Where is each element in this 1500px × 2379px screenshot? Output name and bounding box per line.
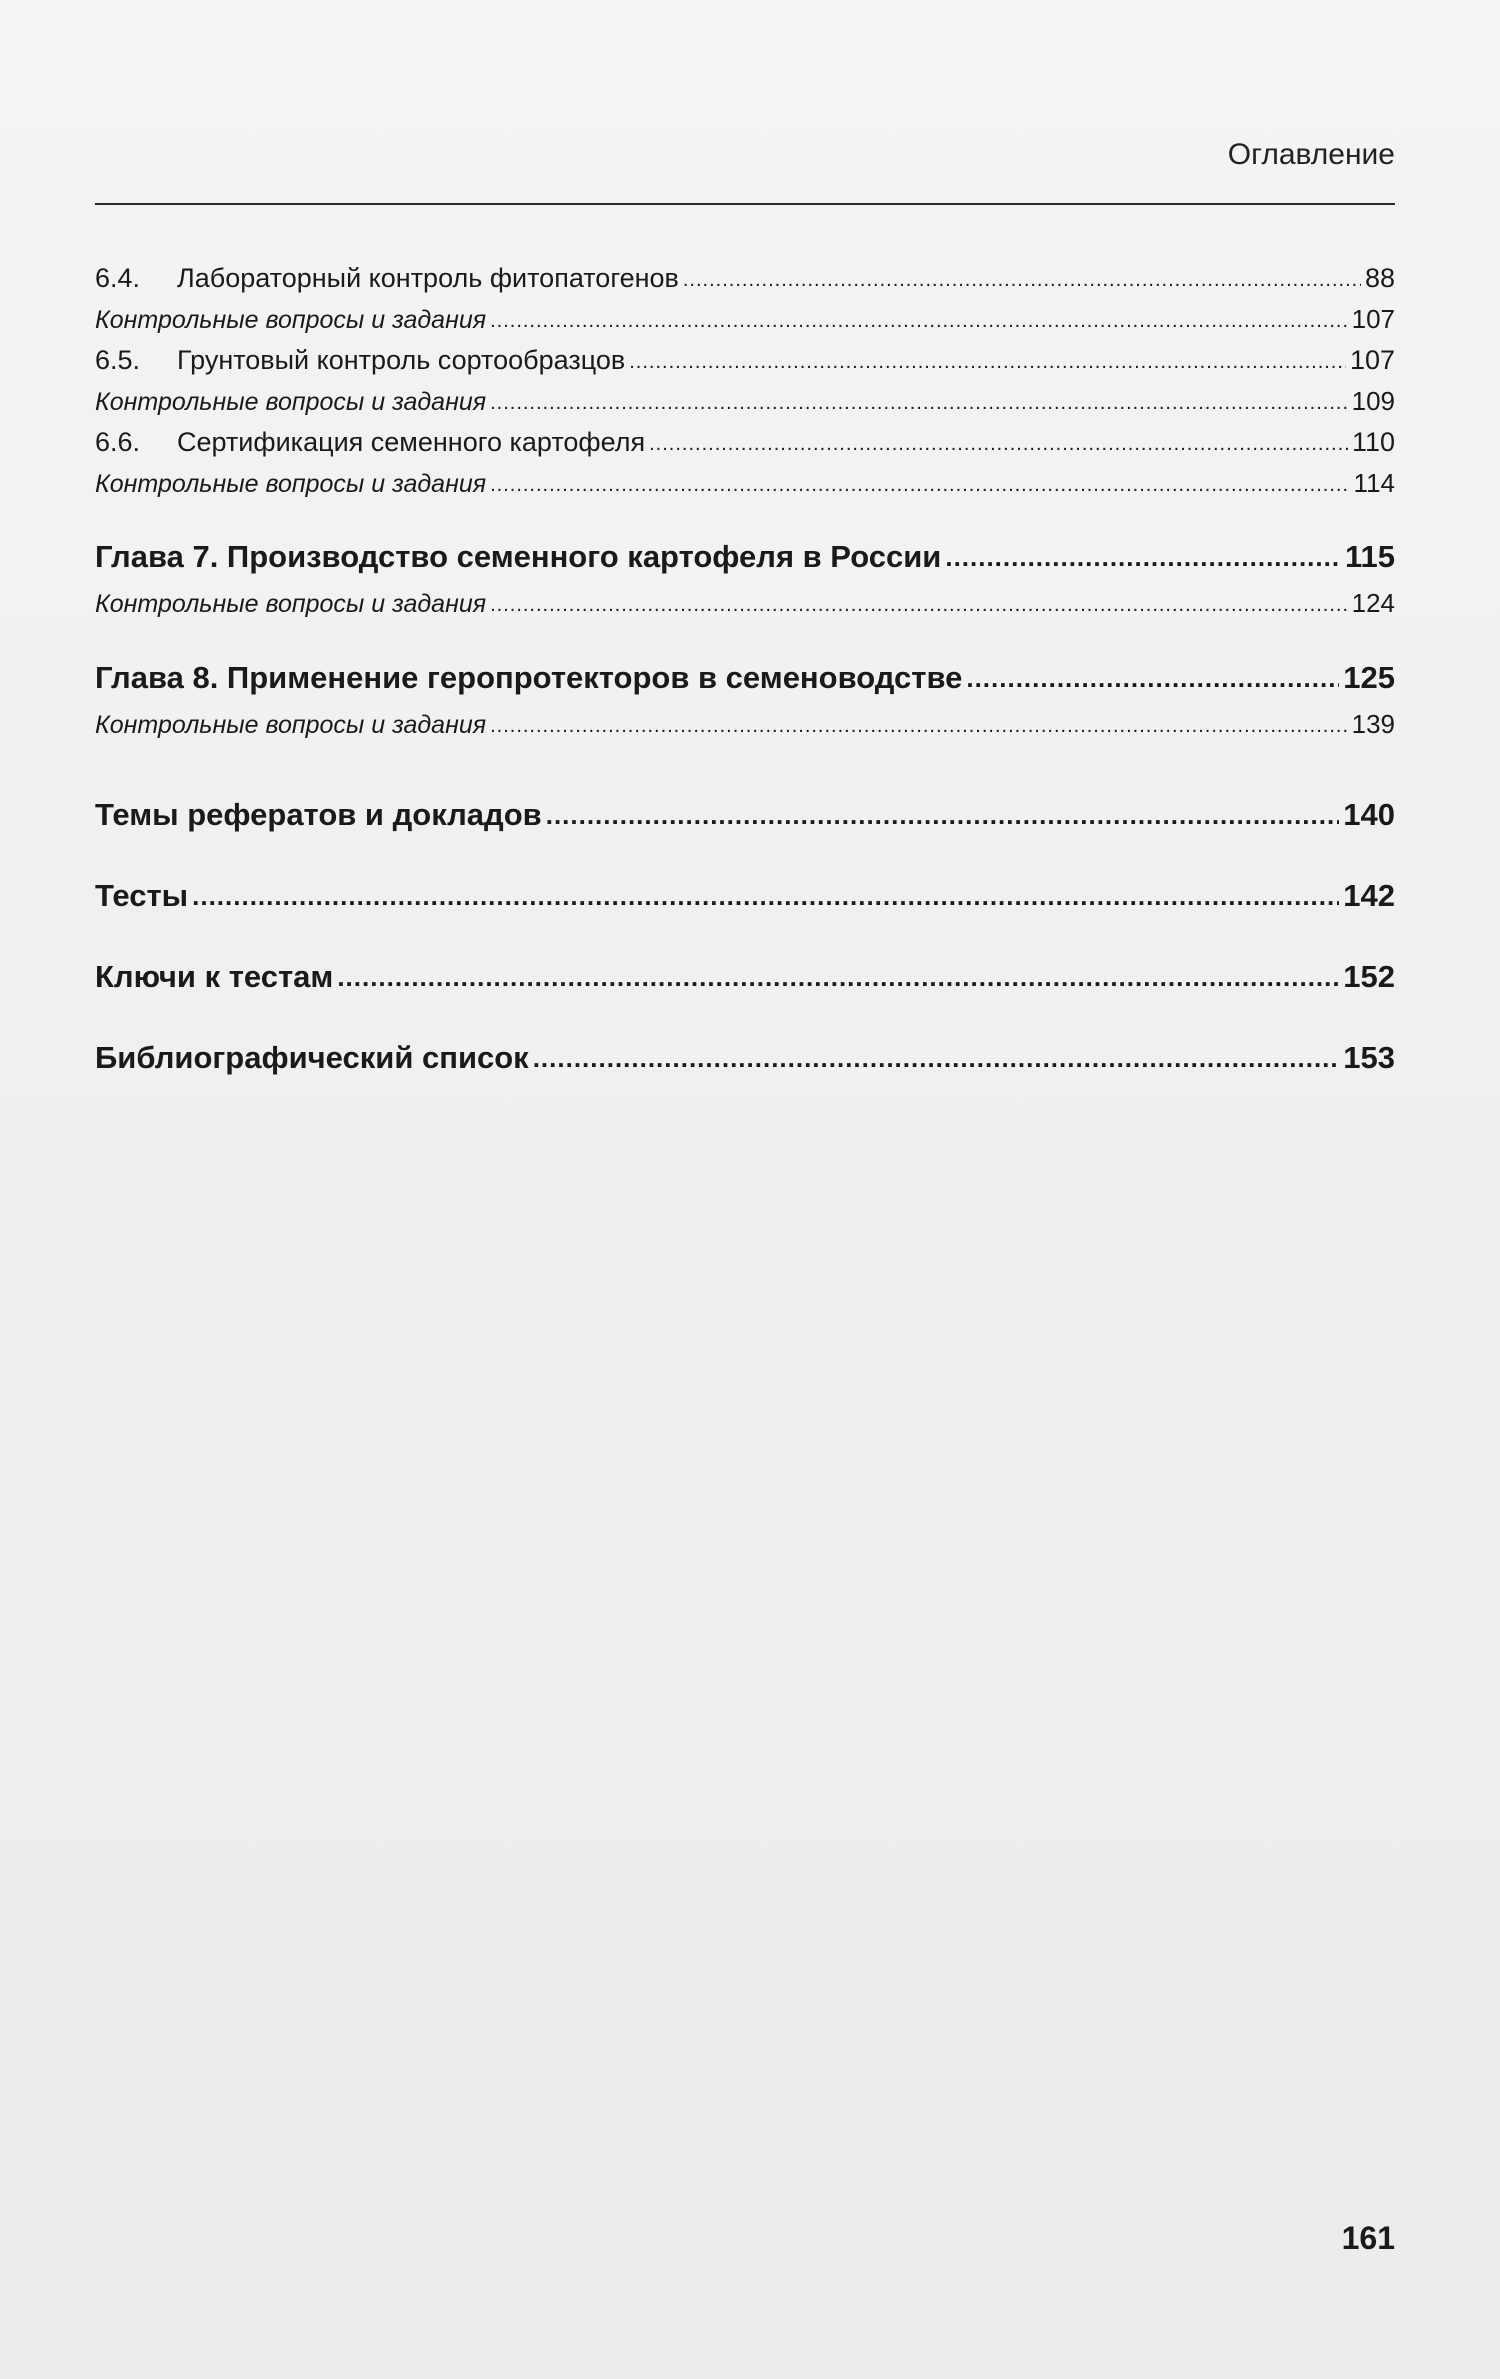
section-number: 6.6. [95, 427, 141, 457]
dot-leader [546, 788, 1340, 841]
page-reference: 124 [1351, 588, 1395, 618]
page-reference: 88 [1364, 263, 1395, 293]
dot-leader [945, 530, 1341, 583]
page-number: 161 [1341, 2220, 1395, 2256]
dot-leader [337, 950, 1339, 1003]
dot-leader [533, 1031, 1340, 1084]
dot-leader [490, 704, 1348, 747]
toc-entry-topics[interactable] [95, 789, 1395, 841]
questions-title: Контрольные вопросы и задания [95, 388, 487, 416]
toc-entry-bibliography[interactable] [95, 1032, 1395, 1084]
chapter-title: Глава 7. Производство семенного картофеля в России [95, 539, 942, 574]
toc-entry-tests[interactable] [95, 870, 1395, 922]
dot-leader [192, 869, 1339, 922]
section-title: Лабораторный контроль фитопатогенов [177, 263, 679, 293]
dot-leader [649, 421, 1348, 465]
header-rule [95, 203, 1395, 205]
toc-entry-questions-8[interactable] [95, 704, 1395, 745]
page-reference: 114 [1353, 468, 1395, 498]
page-reference: 153 [1343, 1040, 1395, 1075]
section-title: Сертификация семенного картофеля [177, 427, 646, 457]
toc-entry-chapter-7[interactable] [95, 531, 1395, 583]
questions-title: Контрольные вопросы и задания [95, 590, 487, 618]
dot-leader [490, 381, 1348, 424]
questions-title: Контрольные вопросы и задания [95, 306, 487, 334]
page-reference: 107 [1351, 304, 1395, 334]
toc-entry-chapter-8[interactable] [95, 652, 1395, 704]
dot-leader [490, 299, 1348, 342]
chapter-title: Библиографический список [95, 1040, 529, 1075]
chapter-title: Глава 8. Применение геропротекторов в семеноводстве [95, 660, 963, 695]
dot-leader [490, 583, 1348, 626]
page-reference: 140 [1343, 797, 1395, 832]
toc-entry-6-5[interactable] [95, 340, 1395, 381]
section-number: 6.5. [95, 345, 141, 375]
table-of-contents [95, 258, 1395, 1084]
page-reference: 109 [1351, 386, 1395, 416]
toc-entry-questions-6-5[interactable] [95, 381, 1395, 422]
chapter-title: Тесты [95, 878, 189, 913]
running-head: Оглавление [1227, 138, 1395, 171]
toc-entry-6-6[interactable] [95, 422, 1395, 463]
section-title: Грунтовый контроль сортообразцов [177, 345, 626, 375]
toc-entry-6-4[interactable] [95, 258, 1395, 299]
toc-entry-questions-6-6[interactable] [95, 463, 1395, 504]
page-reference: 110 [1351, 427, 1395, 457]
page-reference: 115 [1344, 539, 1395, 574]
dot-leader [966, 651, 1339, 704]
toc-entry-questions-6-4[interactable] [95, 299, 1395, 340]
section-number: 6.4. [95, 263, 141, 293]
page-reference: 139 [1351, 709, 1395, 739]
chapter-title: Темы рефератов и докладов [95, 797, 542, 832]
dot-leader [629, 339, 1346, 383]
questions-title: Контрольные вопросы и задания [95, 470, 487, 498]
toc-entry-test-keys[interactable] [95, 951, 1395, 1003]
page-reference: 125 [1343, 660, 1395, 695]
page-reference: 107 [1349, 345, 1395, 375]
dot-leader [683, 257, 1361, 301]
chapter-title: Ключи к тестам [95, 959, 334, 994]
toc-entry-questions-7[interactable] [95, 583, 1395, 624]
page-reference: 152 [1343, 959, 1395, 994]
page-reference: 142 [1343, 878, 1395, 913]
questions-title: Контрольные вопросы и задания [95, 711, 487, 739]
dot-leader [490, 463, 1349, 506]
